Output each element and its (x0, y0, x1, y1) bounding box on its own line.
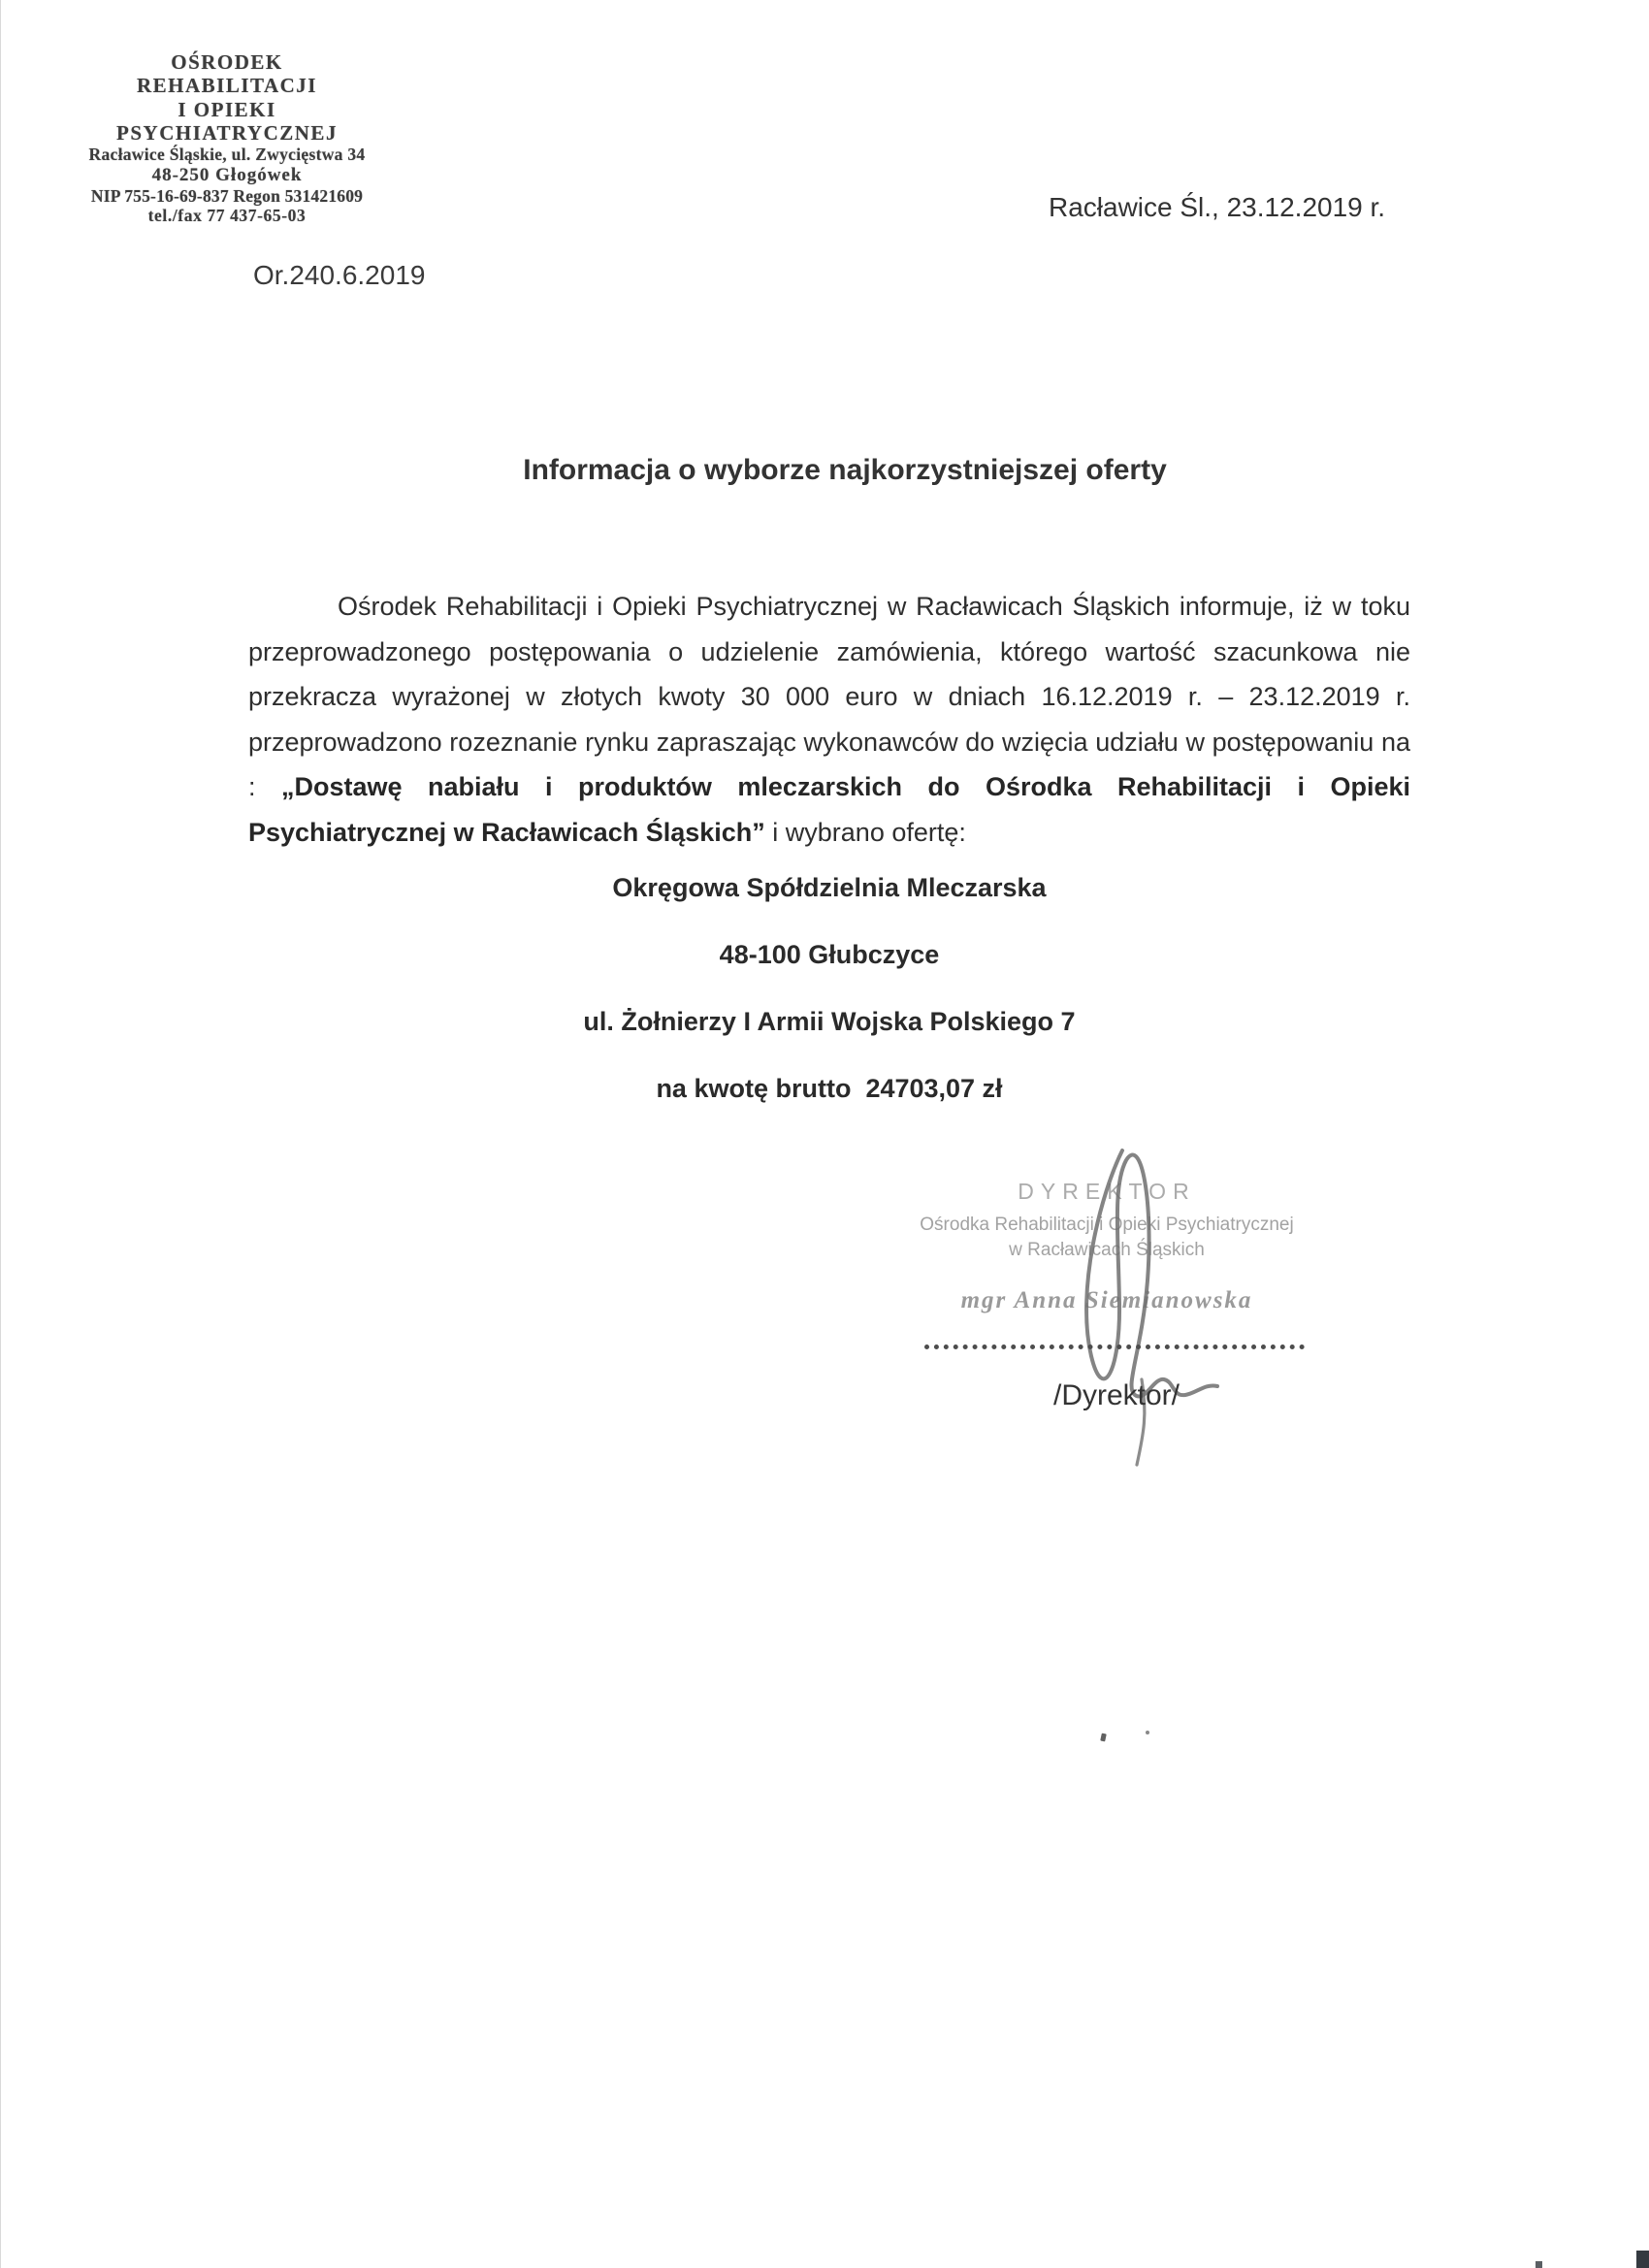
stamp-org-line2: w Racławicach Śląskich (1009, 1239, 1205, 1260)
body-intro-text: Ośrodek Rehabilitacji i Opieki Psychiatrycznej w Racławicach Śląskich informuje, iż w toku przeprowadzonego postępowania o udzielenie zamówienia, którego wartość szacunkowa nie przekracza wyrażonej w złotych kwoty 30 000 euro w dniach 16.12.2019 r. – 23.12.2019 r. przeprowadzono rozeznanie rynku zapraszając wykonawców do wzięcia udziału w postępowaniu na : (248, 592, 1418, 801)
stamp-org-line1: Ośrodka Rehabilitacji i Opieki Psychiatrycznej (920, 1215, 1294, 1235)
scan-speck (1146, 1731, 1149, 1734)
winner-name: Okręgowa Spółdzielnia Mleczarska (612, 873, 1047, 902)
stamp-person-name: mgr Anna Siemianowska (960, 1287, 1253, 1314)
signature-dotted-line (924, 1331, 1305, 1349)
winner-street: ul. Żołnierzy I Armii Wojska Polskiego 7 (583, 1007, 1076, 1036)
org-address-line: Racławice Śląskie, ul. Zwycięstwa 34 (88, 145, 366, 165)
scan-edge-mark (1536, 2261, 1542, 2268)
selected-offer-block (248, 873, 1410, 1141)
role-caption: /Dyrektor/ (1052, 1379, 1180, 1411)
org-name-line1: OŚRODEK REHABILITACJI (137, 50, 317, 98)
document-title: Informacja o wyborze najkorzystniejszej oferty (523, 454, 1167, 486)
offer-amount: na kwotę brutto 24703,07 zł (656, 1074, 1003, 1103)
body-outro-text: i wybrano ofertę: (764, 817, 966, 847)
org-phone-line: tel./fax 77 437-65-03 (147, 206, 307, 226)
org-postal-line: 48-250 Głogówek (151, 164, 303, 185)
handwritten-signature (1027, 1137, 1260, 1467)
procurement-subject-bold: „Dostawę nabiału i produktów mleczarskich do Ośrodka Rehabilitacji i Opieki Psychiatrycznej w Racławicach Śląskich” (248, 772, 1418, 847)
office-header-stamp (86, 50, 368, 225)
reference-number: Or.240.6.2019 (253, 260, 426, 290)
stamp-role-title: DYREKTOR (1018, 1179, 1196, 1204)
org-nip-regon-line: NIP 755-16-69-837 Regon 531421609 (90, 185, 364, 206)
place-and-date: Racławice Śl., 23.12.2019 r. (1049, 192, 1386, 222)
winner-postal-city: 48-100 Głubczyce (719, 940, 940, 969)
body-paragraph (248, 584, 1418, 855)
scan-edge-mark (1636, 2251, 1649, 2268)
scan-speck (1100, 1733, 1107, 1742)
org-name-line2: I OPIEKI PSYCHIATRYCZNEJ (116, 97, 338, 146)
